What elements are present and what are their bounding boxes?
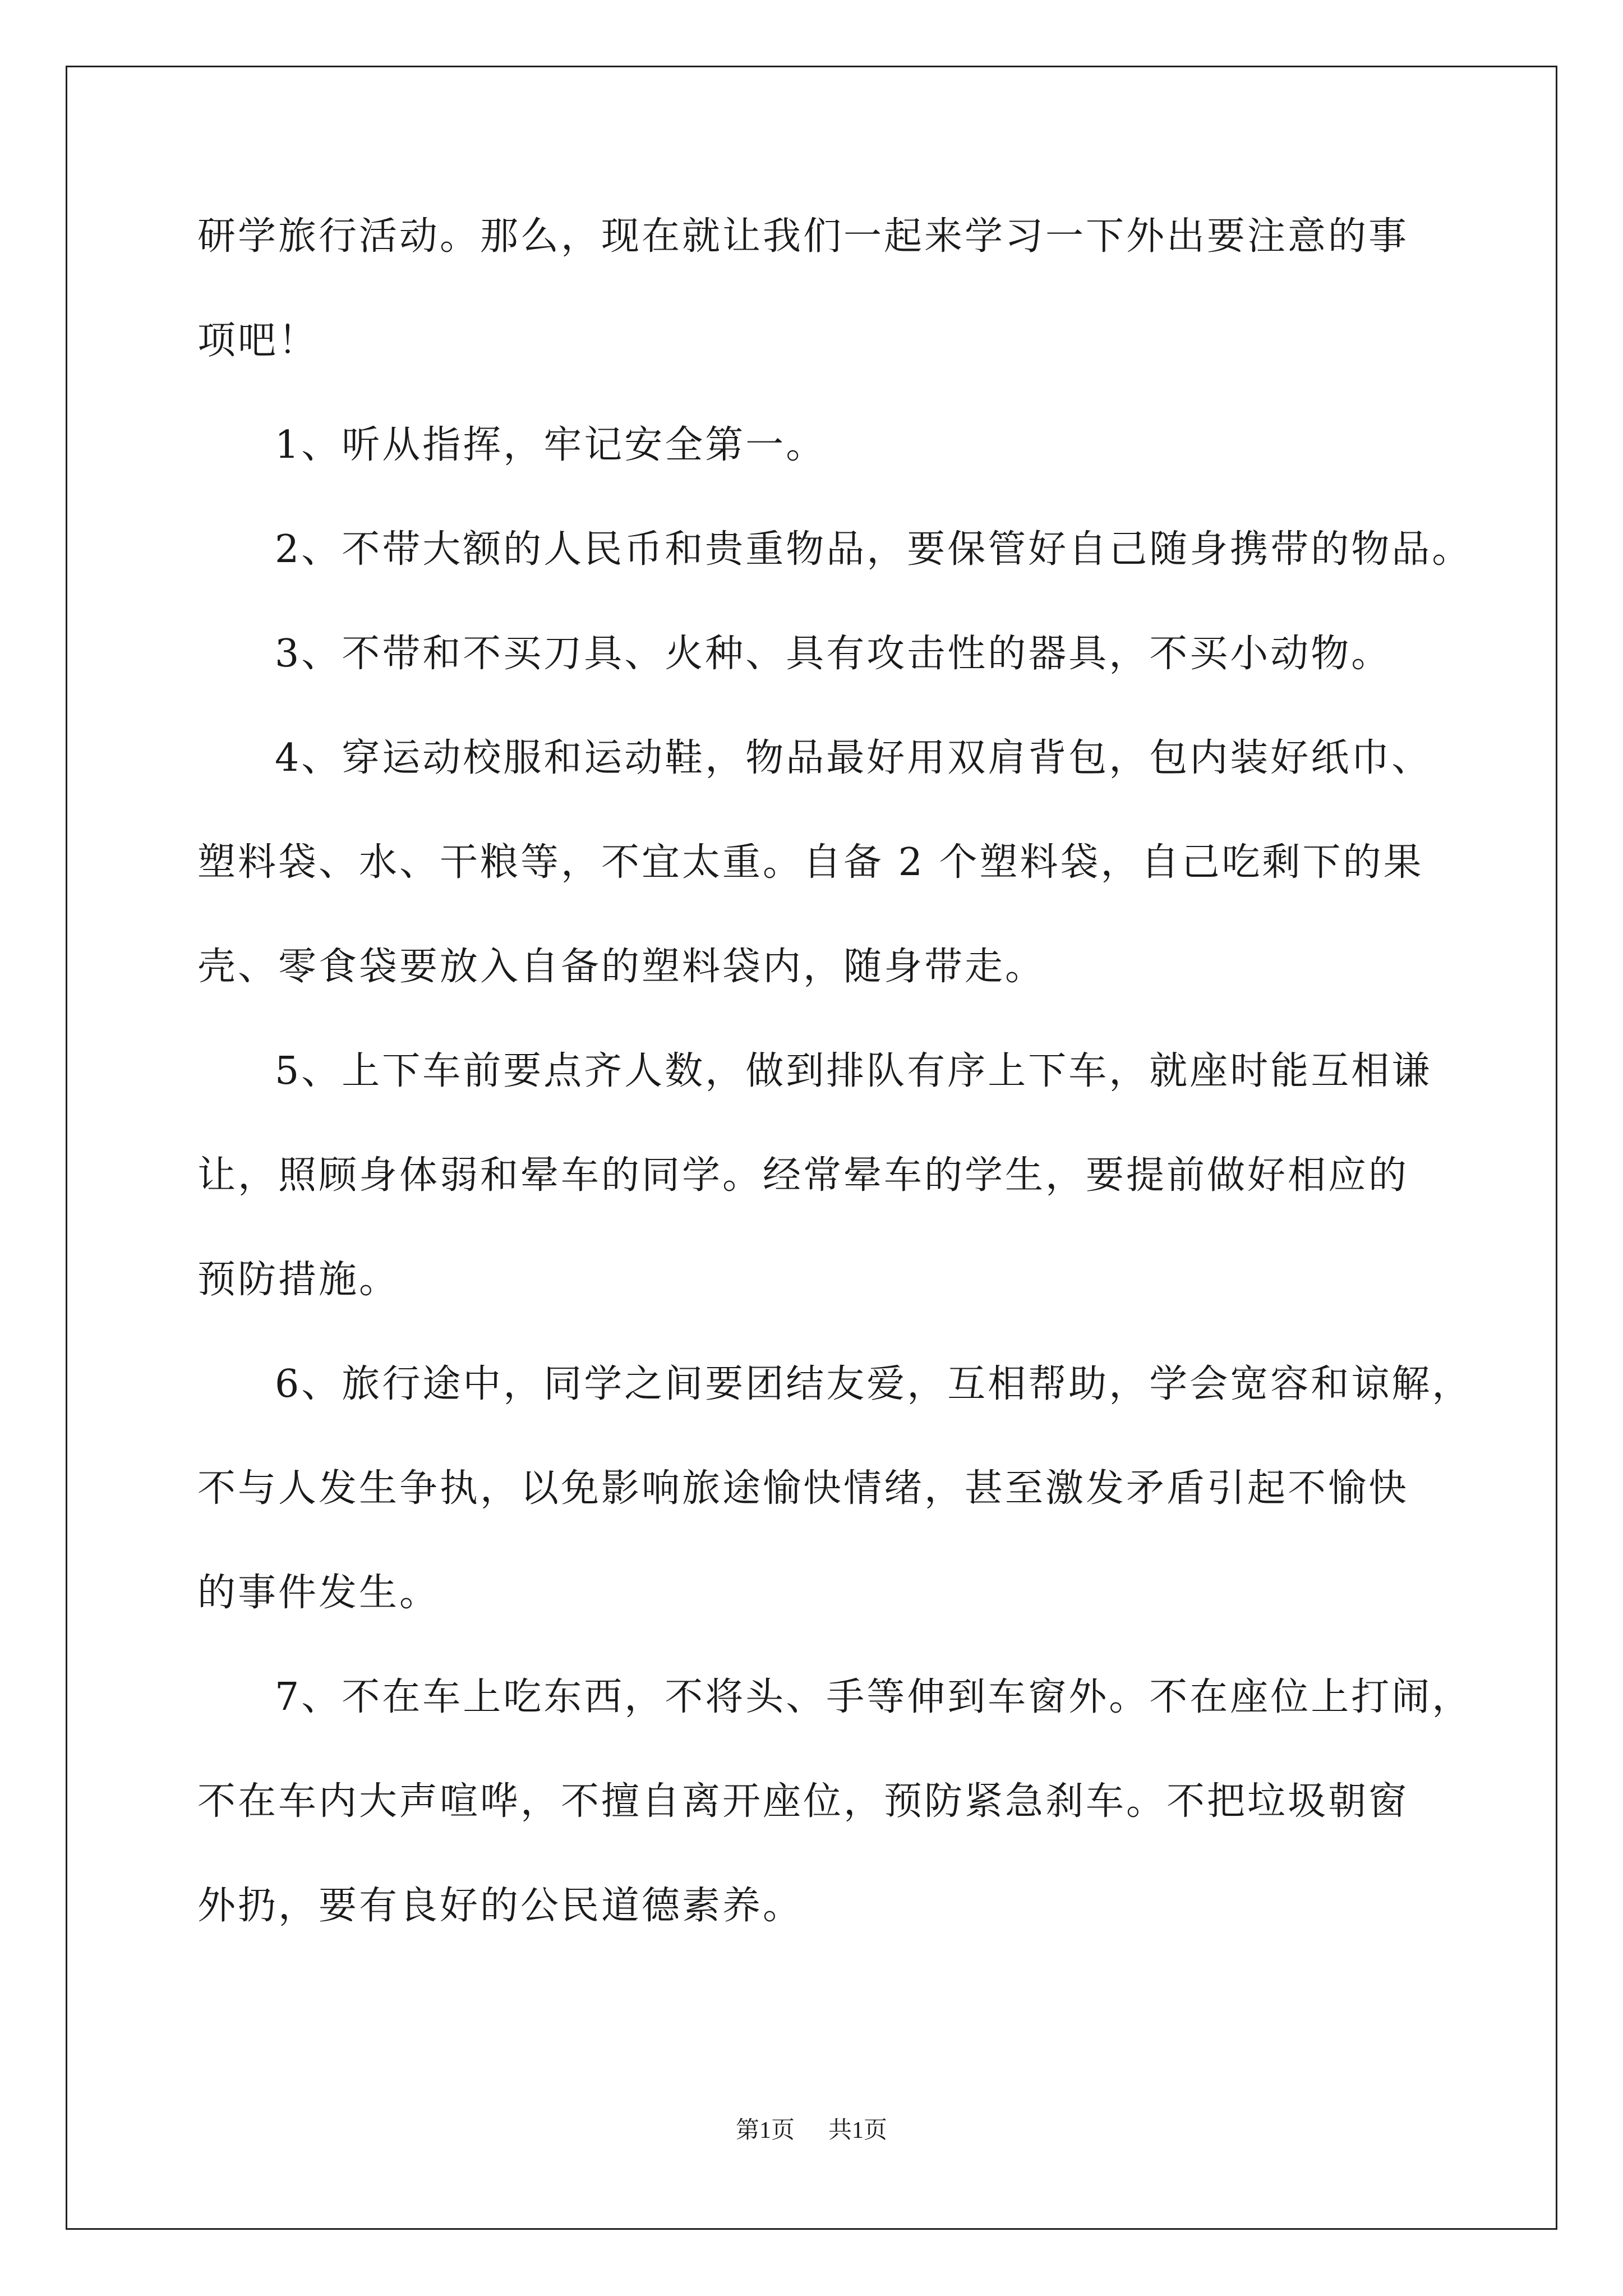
text-line: 不与人发生争执，以免影响旅途愉快情绪，甚至激发矛盾引起不愉快 (197, 1466, 1409, 1511)
text-line: 的事件发生。 (197, 1571, 440, 1615)
page-footer (0, 2114, 1623, 2147)
text-line: 壳、零食袋要放入自备的塑料袋内，随身带走。 (197, 945, 1046, 989)
text-line: 预防措施。 (197, 1258, 400, 1302)
list-item-4: 4、穿运动校服和运动鞋，物品最好用双肩背包，包内装好纸巾、 (275, 736, 1432, 780)
page-total: 共1页 (828, 2118, 888, 2143)
list-item-1: 1、听从指挥，牢记安全第一。 (275, 423, 827, 467)
text-line: 不在车内大声喧哗，不擅自离开座位，预防紧急刹车。不把垃圾朝窗 (197, 1779, 1409, 1824)
text-line: 研学旅行活动。那么，现在就让我们一起来学习一下外出要注意的事 (197, 214, 1409, 259)
list-item-7: 7、不在车上吃东西，不将头、手等伸到车窗外。不在座位上打闹， (275, 1675, 1473, 1719)
text-line: 塑料袋、水、干粮等，不宜太重。自备 2 个塑料袋，自己吃剩下的果 (197, 840, 1424, 885)
list-item-6: 6、旅行途中，同学之间要团结友爱，互相帮助，学会宽容和谅解， (275, 1362, 1473, 1406)
list-item-2: 2、不带大额的人民币和贵重物品，要保管好自己随身携带的物品。 (275, 527, 1473, 572)
list-item-3: 3、不带和不买刀具、火种、具有攻击性的器具，不买小动物。 (275, 632, 1392, 676)
page-number: 第1页 (735, 2118, 795, 2143)
text-line: 外扔，要有良好的公民道德素养。 (197, 1884, 804, 1928)
text-line: 让，照顾身体弱和晕车的同学。经常晕车的学生，要提前做好相应的 (197, 1153, 1409, 1198)
text-line: 项吧！ (197, 319, 319, 363)
list-item-5: 5、上下车前要点齐人数，做到排队有序上下车，就座时能互相谦 (275, 1049, 1432, 1093)
